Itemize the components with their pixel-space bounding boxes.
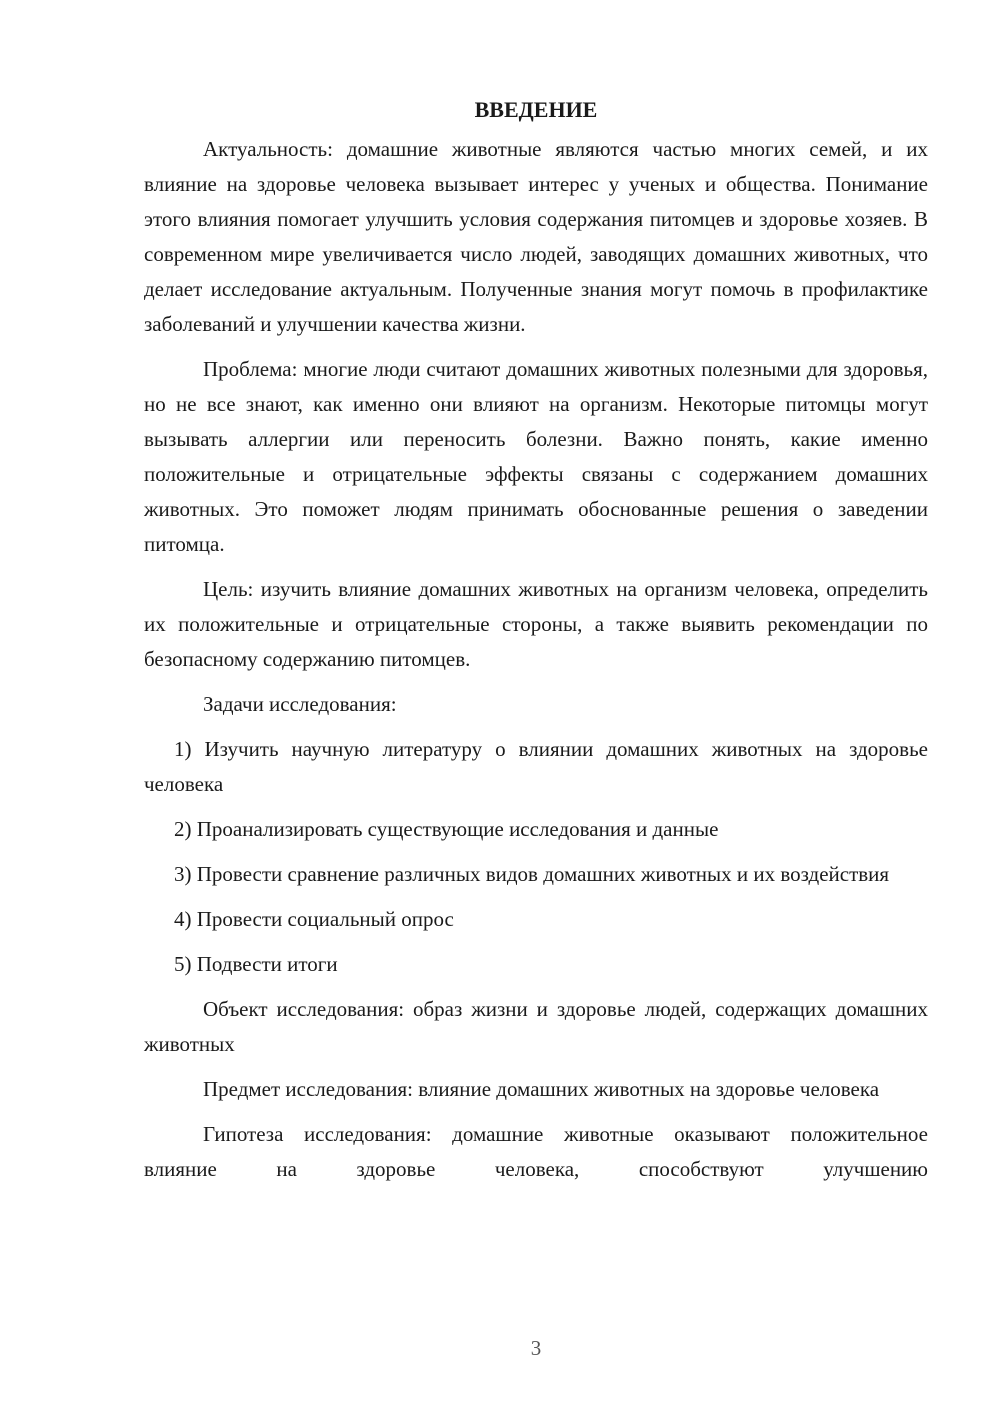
task-item-4: 4) Провести социальный опрос xyxy=(174,907,454,931)
paragraph-goal: Цель: изучить влияние домашних животных на организм человека, определить их положительные и отрицательные стороны, а также выявить рекомендации по безопасному содержанию питомцев. xyxy=(144,577,928,671)
document-page xyxy=(144,92,928,1197)
paragraph-object: Объект исследования: образ жизни и здоровье людей, содержащих домашних животных xyxy=(144,997,928,1056)
section-title: ВВЕДЕНИЕ xyxy=(474,97,598,122)
task-item-3: 3) Провести сравнение различных видов домашних животных и их воздействия xyxy=(174,862,890,886)
task-item-2: 2) Проанализировать существующие исследования и данные xyxy=(174,817,719,841)
paragraph-subject: Предмет исследования: влияние домашних животных на здоровье человека xyxy=(203,1077,880,1101)
page-number: 3 xyxy=(530,1336,542,1360)
task-item-5: 5) Подвести итоги xyxy=(174,952,338,976)
paragraph-relevance: Актуальность: домашние животные являются частью многих семей, и их влияние на здоровье человека вызывает интерес у ученых и общества. Понимание этого влияния помогает улучшить условия содержания питомцев и здоровье хозяев. В современном мире увеличивается число людей, заводящих домашних животных, что делает исследование актуальным. Полученные знания могут помочь в профилактике заболеваний и улучшении качества жизни. xyxy=(144,137,928,336)
paragraph-problem: Проблема: многие люди считают домашних животных полезными для здоровья, но не все знают, как именно они влияют на организм. Некоторые питомцы могут вызывать аллергии или переносить болезни. Важно понять, какие именно положительные и отрицательные эффекты связаны с содержанием домашних животных. Это поможет людям принимать обоснованные решения о заведении питомца. xyxy=(144,357,928,556)
tasks-heading: Задачи исследования: xyxy=(203,692,397,716)
paragraph-hypothesis: Гипотеза исследования: домашние животные оказывают положительное влияние на здоровье человека, способствуют улучшению xyxy=(144,1122,928,1181)
task-item-1: 1) Изучить научную литературу о влиянии домашних животных на здоровье человека xyxy=(144,737,928,796)
